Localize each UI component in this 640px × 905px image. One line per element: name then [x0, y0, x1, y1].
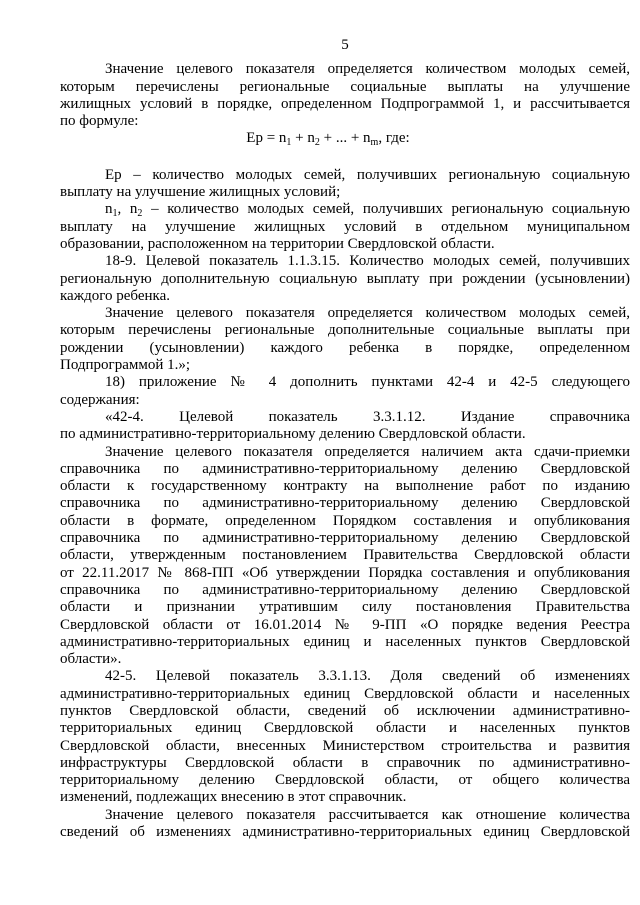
- text-line: региональную дополнительную социальную выплату при рождении (усыновлении): [60, 270, 630, 287]
- subscript: 1: [286, 137, 292, 149]
- para-indicator-value-handbook-act: [60, 444, 630, 669]
- text-line: Значение целевого показателя рассчитывается как отношение количества: [105, 806, 630, 823]
- para-ep-definition: [60, 167, 630, 202]
- text-line: справочника по административно-территориальному делению Свердловской: [60, 581, 630, 598]
- text-line: области и признании утратившим силу постановления Правительства: [60, 599, 630, 616]
- text-line: области к государственному контракту на выполнение работ по изданию: [60, 478, 630, 495]
- text-line: административно-территориальных единиц Свердловской области и населенных: [60, 685, 630, 702]
- para-18-9-indicator-1-1-3-15: [60, 253, 630, 305]
- subscript: 1: [112, 208, 118, 220]
- text-line: по формуле:: [60, 113, 139, 130]
- text-line: административно-территориальных единиц и населенных пунктов Свердловской: [60, 633, 630, 650]
- text-line: области в формате, определенном Порядком составления и опубликования: [60, 512, 630, 529]
- text-line: Свердловской области от 16.01.2014 № 9-ПП «О порядке ведения Реестра: [60, 616, 630, 633]
- text-line: пунктов Свердловской области, сведений об исключении административно-: [60, 702, 630, 719]
- text-line: территориальному делению Свердловской области, от общего количества: [60, 772, 630, 789]
- para-indicator-value-birth-adoption: [60, 305, 630, 374]
- text-line: Свердловской области, внесенных Министерством строительства и развития: [60, 737, 630, 754]
- document-body: [60, 61, 630, 841]
- text-line: территориальных единиц Свердловской области и населенных пунктов: [60, 720, 630, 737]
- text-line: выплату на улучшение жилищных условий;: [60, 184, 341, 201]
- text-line: от 22.11.2017 № 868-ПП «Об утверждении Порядка составления и опубликования: [60, 564, 630, 581]
- text-line: 18) приложение № 4 дополнить пунктами 42-4 и 42-5 следующего: [105, 374, 630, 391]
- text-line: 18-9. Целевой показатель 1.1.3.15. Количество молодых семей, получивших: [105, 253, 630, 270]
- para-18-annex-4: [60, 374, 630, 409]
- text-line: каждого ребенка.: [60, 287, 170, 304]
- text-line: жилищных условий в порядке, определенном Подпрограммой 1, и рассчитывается: [60, 95, 630, 112]
- text-line: Значение целевого показателя определяется количеством молодых семей,: [105, 305, 630, 322]
- text-line: области, утвержденным постановлением Правительства Свердловской области: [60, 547, 630, 564]
- text-line: справочника по административно-территориальному делению Свердловской: [60, 530, 630, 547]
- text-line: справочника по административно-территориальному делению Свердловской: [60, 460, 630, 477]
- para-42-4-indicator-3-3-1-12: [60, 409, 630, 444]
- subscript: 2: [314, 137, 320, 149]
- text-line: справочника по административно-территориальному делению Свердловской: [60, 495, 630, 512]
- text-line: $n_1$, $n_2$ – количество молодых семей, получивших региональную социальную: [105, 201, 630, 220]
- text-line: выплату на улучшение жилищных условий в отдельном муниципальном: [60, 218, 630, 235]
- text-line: содержания:: [60, 391, 140, 408]
- page-number: 5: [341, 37, 349, 53]
- text-line: Значение целевого показателя определяется количеством молодых семей,: [105, 61, 630, 78]
- text-line: по административно-территориальному делению Свердловской области.: [60, 426, 526, 443]
- para-n-definition: [60, 201, 630, 253]
- text-line: сведений об изменениях административно-территориальных единиц Свердловской: [60, 824, 630, 841]
- para-42-5-indicator-3-3-1-13: [60, 668, 630, 806]
- text-line: Ер – количество молодых семей, получивших региональную социальную: [105, 166, 630, 183]
- text-line: области».: [60, 651, 122, 668]
- para-indicator-value-young-families: [60, 61, 630, 130]
- text-line: изменений, подлежащих внесению в этот справочник.: [60, 789, 407, 806]
- formula-ep-sum: Ер = $n_1 + n_2$ + ... + $n_m$, где:: [246, 130, 410, 149]
- text-line: Подпрограммой 1.»;: [60, 357, 191, 374]
- text-line: Значение целевого показателя определяется наличием акта сдачи-приемки: [105, 443, 630, 460]
- text-line: образовании, расположенном на территории Свердловской области.: [60, 235, 495, 252]
- text-line: которым перечислены региональные дополнительные социальные выплаты при: [60, 322, 630, 339]
- text-line: инфраструктуры Свердловской области в справочник по административно-: [60, 754, 630, 771]
- text-line: которым перечислены региональные социальные выплаты на улучшение: [60, 78, 630, 95]
- subscript: 2: [137, 208, 143, 220]
- para-indicator-value-ratio: [60, 807, 630, 842]
- text-line: «42-4. Целевой показатель 3.3.1.12. Издание справочника: [105, 408, 630, 425]
- subscript: m: [370, 137, 379, 149]
- text-line: 42-5. Целевой показатель 3.3.1.13. Доля сведений об изменениях: [105, 668, 630, 685]
- text-line: рождении (усыновлении) каждого ребенка в порядке, определенном: [60, 339, 630, 356]
